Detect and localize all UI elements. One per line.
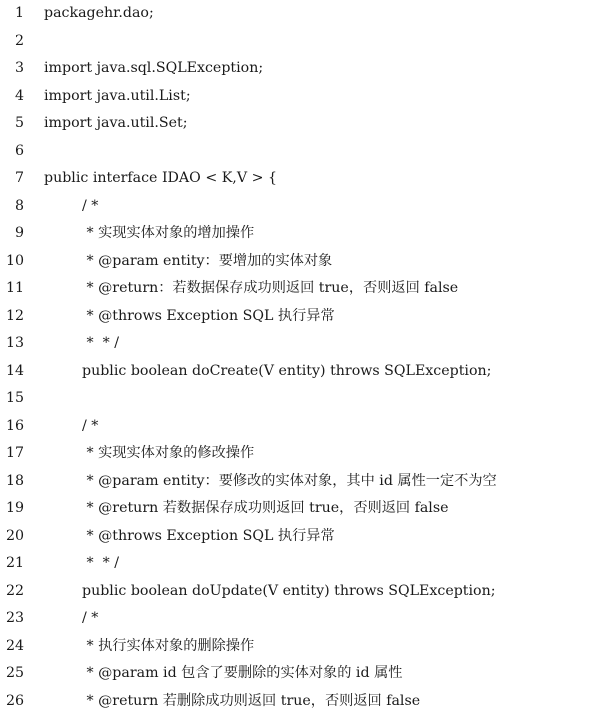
code-line	[0, 275, 594, 303]
line-text: import java.util.Set;	[44, 110, 594, 138]
line-text: * 执行实体对象的删除操作	[82, 633, 594, 661]
line-text: public boolean doCreate(V entity) throws SQLException;	[82, 358, 594, 386]
line-number: 1	[0, 0, 24, 28]
line-text: * @return 若删除成功则返回 true，否则返回 false	[82, 688, 594, 715]
code-line	[0, 110, 594, 138]
line-number: 10	[0, 248, 24, 276]
line-text: public interface IDAO < K,V > {	[44, 165, 594, 193]
code-line	[0, 165, 594, 193]
line-text: packagehr.dao;	[44, 0, 594, 28]
line-number: 8	[0, 193, 24, 221]
line-number: 4	[0, 83, 24, 111]
line-number: 23	[0, 605, 24, 633]
line-number: 16	[0, 413, 24, 441]
code-line	[0, 303, 594, 331]
code-line	[0, 83, 594, 111]
code-line	[0, 0, 594, 28]
line-number: 6	[0, 138, 24, 166]
line-text: * @param entity：要增加的实体对象	[82, 248, 594, 276]
code-line	[0, 550, 594, 578]
line-text: public boolean doUpdate(V entity) throws SQLException;	[82, 578, 594, 606]
code-line	[0, 55, 594, 83]
line-text: * @throws Exception SQL 执行异常	[82, 303, 594, 331]
line-number: 2	[0, 28, 24, 56]
line-number: 14	[0, 358, 24, 386]
code-line	[0, 660, 594, 688]
code-line	[0, 468, 594, 496]
line-text: * 实现实体对象的增加操作	[82, 220, 594, 248]
line-text: / *	[82, 413, 594, 441]
code-line	[0, 330, 594, 358]
line-text: import java.util.List;	[44, 83, 594, 111]
line-number: 18	[0, 468, 24, 496]
line-text: / *	[82, 605, 594, 633]
line-number: 13	[0, 330, 24, 358]
line-number: 24	[0, 633, 24, 661]
line-text: / *	[82, 193, 594, 221]
line-number: 7	[0, 165, 24, 193]
line-text: * @param id 包含了要删除的实体对象的 id 属性	[82, 660, 594, 688]
line-text: * @param entity：要修改的实体对象，其中 id 属性一定不为空	[82, 468, 594, 496]
code-line	[0, 28, 594, 56]
code-line	[0, 248, 594, 276]
code-line	[0, 578, 594, 606]
line-number: 11	[0, 275, 24, 303]
line-text: import java.sql.SQLException;	[44, 55, 594, 83]
code-line	[0, 688, 594, 715]
line-text: * 实现实体对象的修改操作	[82, 440, 594, 468]
line-number: 15	[0, 385, 24, 413]
code-line	[0, 138, 594, 166]
line-number: 22	[0, 578, 24, 606]
line-text: * @throws Exception SQL 执行异常	[82, 523, 594, 551]
line-text: * @return 若数据保存成功则返回 true，否则返回 false	[82, 495, 594, 523]
code-line	[0, 220, 594, 248]
code-line	[0, 358, 594, 386]
line-number: 12	[0, 303, 24, 331]
line-number: 25	[0, 660, 24, 688]
code-line	[0, 413, 594, 441]
line-number: 26	[0, 688, 24, 715]
line-number: 9	[0, 220, 24, 248]
line-number: 19	[0, 495, 24, 523]
line-text: * @return：若数据保存成功则返回 true，否则返回 false	[82, 275, 594, 303]
code-line	[0, 633, 594, 661]
code-line	[0, 605, 594, 633]
line-number: 3	[0, 55, 24, 83]
code-line	[0, 523, 594, 551]
line-text: * * /	[82, 550, 594, 578]
line-number: 17	[0, 440, 24, 468]
line-number: 21	[0, 550, 24, 578]
code-line	[0, 385, 594, 413]
code-line	[0, 495, 594, 523]
line-number: 20	[0, 523, 24, 551]
line-number: 5	[0, 110, 24, 138]
code-line	[0, 440, 594, 468]
code-line	[0, 193, 594, 221]
line-text: * * /	[82, 330, 594, 358]
